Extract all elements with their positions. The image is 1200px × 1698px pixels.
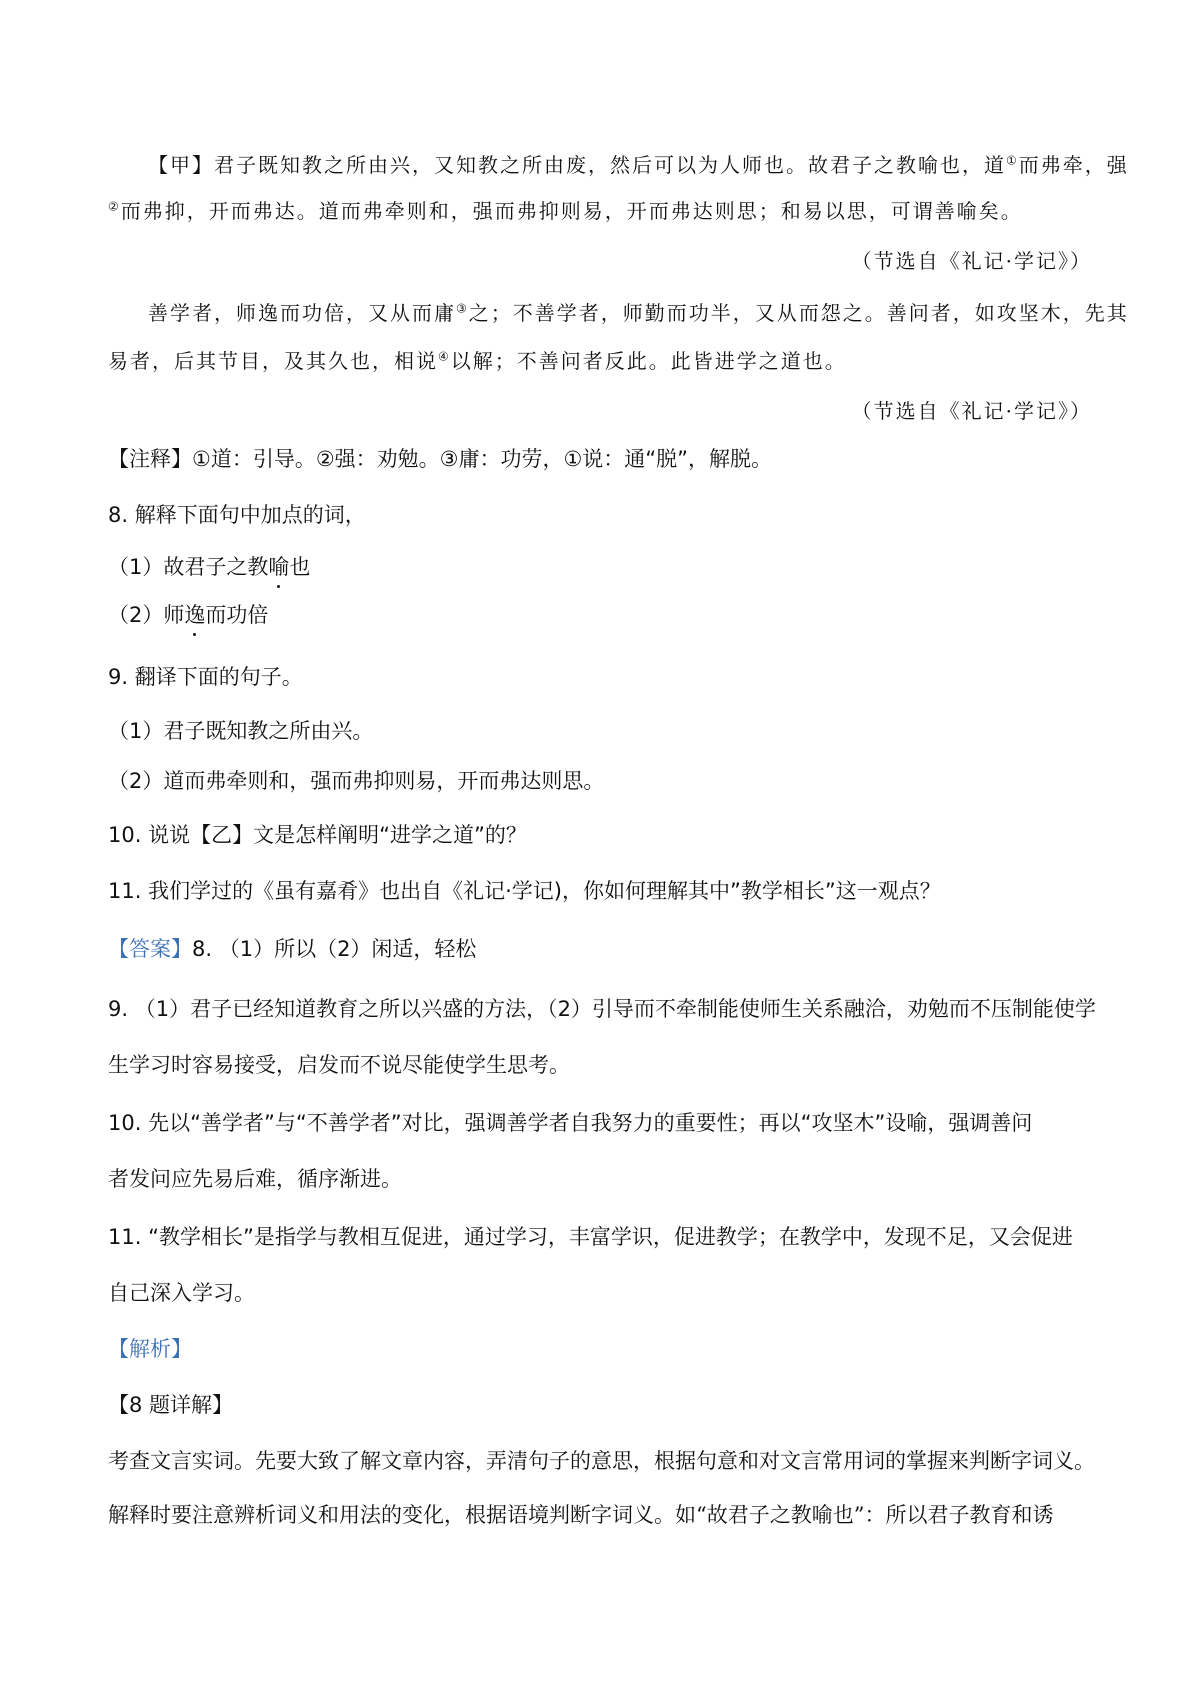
passage-yi-text-1b: 之；不善学者，师勤而功半，又从而怨之。善问者，如攻坚木，先其 [468,301,1129,325]
question-9-prompt: 9. 翻译下面的句子。 [108,665,303,689]
question-9-item-1: （1）君子既知教之所由兴。 [108,719,374,743]
passage-jia-source: （节选自《礼记·学记》） [851,249,1092,273]
answer-9-line-2: 生学习时容易接受，启发而不说尽能使学生思考。 [108,1053,570,1077]
answer-11-line-1: 11. “教学相长”是指学与教相互促进，通过学习，丰富学识，促进教学；在教学中，发现不足，又会促进 [108,1225,1073,1249]
q8-item2-pre: （2）师 [108,603,185,627]
emphasis-dot-word: 逸 [184,600,205,630]
answer-8-text: 8. （1）所以（2）闲适，轻松 [192,937,477,961]
question-9-item-2: （2）道而弗牵则和，强而弗抑则易，开而弗达则思。 [108,769,605,793]
footnote-marker-2: ② [108,199,121,214]
passage-jia-text-2: 而弗抑，开而弗达。道而弗牵则和，强而弗抑则易，开而弗达则思；和易以思，可谓善喻矣。 [120,199,1023,223]
passage-yi-line-2 [108,346,847,376]
q8-item1-pre: （1）故君子之教 [108,555,269,579]
answer-9-line-1: 9. （1）君子已经知道教育之所以兴盛的方法，（2）引导而不牵制能使师生关系融洽，劝勉而不压制能使学 [108,997,1096,1021]
question-8-item-2 [108,600,268,630]
q8-item2-post: 而功倍 [205,603,269,627]
passage-yi-text-1a: 善学者，师逸而功倍，又从而庸 [148,301,456,325]
question-11-prompt: 11. 我们学过的《虽有嘉肴》也出自《礼记·学记)，你如何理解其中”教学相长”这一观点？ [108,879,941,903]
analysis-body-line-1: 考查文言实词。先要大致了解文章内容，弄清句子的意思，根据句意和对文言常用词的掌握来判断字词义。 [108,1449,1095,1473]
analysis-tag: 【解析】 [108,1337,192,1361]
passage-jia-text-1a: 【甲】君子既知教之所由兴，又知教之所由废，然后可以为人师也。故君子之教喻也，道 [148,153,1006,177]
passage-jia-text-1b: 而弗牵，强 [1018,153,1129,177]
q8-item1-post: 也 [289,555,311,579]
emphasis-dot-word: 喻 [268,552,289,582]
passage-yi-source: （节选自《礼记·学记》） [851,399,1092,423]
analysis-body-line-2: 解释时要注意辨析词义和用法的变化，根据语境判断字词义。如“故君子之教喻也”：所以君子教育和诱 [108,1503,1054,1527]
passage-yi-text-2a: 易者，后其节目，及其久也，相说 [108,349,438,373]
question-8-prompt: 8. 解释下面句中加点的词， [108,503,366,527]
footnote-marker-4: ④ [438,349,451,364]
passage-yi-text-2b: 以解；不善问者反此。此皆进学之道也。 [450,349,847,373]
annotation-notes: 【注释】①道：引导。②强：劝勉。③庸：功劳，①说：通“脱”，解脱。 [108,447,773,471]
answer-10-line-1: 10. 先以“善学者”与“不善学者”对比，强调善学者自我努力的重要性；再以“攻坚木”设喻，强调善问 [108,1111,1033,1135]
analysis-q8-heading: 【8 题详解】 [108,1393,234,1417]
passage-yi-line-1 [148,298,1129,328]
answer-tag: 【答案】 [108,937,192,961]
passage-jia-line-1 [148,150,1129,180]
question-10-prompt: 10. 说说【乙】文是怎样阐明“进学之道”的？ [108,823,527,847]
footnote-marker-3: ③ [456,301,469,316]
passage-jia-line-2 [108,196,1023,226]
answer-8 [108,934,476,964]
answer-10-line-2: 者发问应先易后难，循序渐进。 [108,1167,402,1191]
footnote-marker-1: ① [1006,153,1019,168]
question-8-item-1 [108,552,310,582]
answer-11-line-2: 自己深入学习。 [108,1281,255,1305]
